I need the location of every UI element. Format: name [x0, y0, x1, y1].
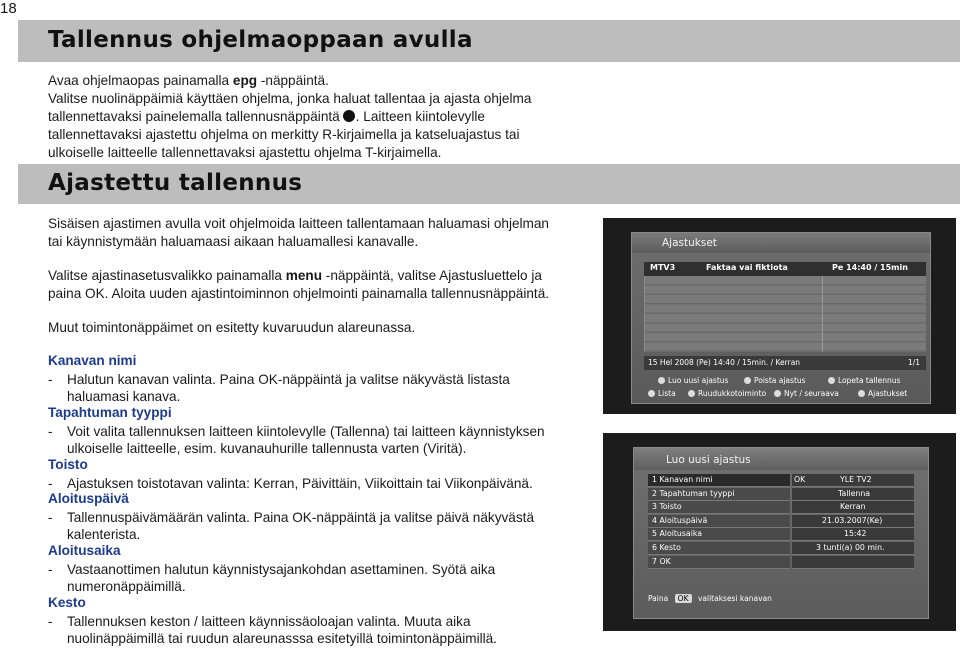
section-title: Tallennus ohjelmaoppaan avulla	[48, 27, 473, 53]
status-text: 15 Hel 2008 (Pe) 14:40 / 15min. / Kerran	[648, 358, 801, 367]
screenshot-timers-list	[603, 218, 956, 414]
item-heading-repeat: Toisto	[48, 457, 88, 472]
legend-item: Poista ajastus	[744, 376, 806, 385]
timer-settings-list	[648, 474, 914, 569]
legend-item: Lista	[648, 389, 676, 398]
section-title: Ajastettu tallennus	[48, 170, 303, 196]
setting-row: 4 Aloituspäivä 21.03.2007(Ke)	[648, 515, 914, 528]
timer-empty-rows	[644, 276, 926, 352]
stop-key-icon	[828, 377, 835, 384]
grid-key-icon	[688, 390, 695, 397]
setting-row: 2 Tapahtuman tyyppi Tallenna	[648, 488, 914, 501]
window-title: Luo uusi ajastus	[666, 454, 751, 466]
now-next-key-icon	[774, 390, 781, 397]
setting-row: 5 Aloitusaika 15:42	[648, 528, 914, 541]
setting-row: 7 OK	[648, 556, 914, 569]
page-indicator: 1/1	[907, 358, 920, 367]
screenshot-new-timer	[603, 433, 956, 631]
paragraph-line: tallennettavaksi painelemalla tallennusnäppäintä . Laitteen kiintolevylle	[48, 109, 485, 124]
channel-name: MTV3	[650, 263, 676, 272]
ok-key-icon: OK	[675, 594, 692, 603]
green-key-icon	[744, 377, 751, 384]
timer-entry	[644, 262, 926, 276]
legend-item: Luo uusi ajastus	[658, 376, 728, 385]
timers-key-icon	[858, 390, 865, 397]
paragraph-line: tallennettavaksi ajastettu ohjelma on merkitty R-kirjaimella ja katseluajastus tai	[48, 127, 520, 142]
paragraph-line: ulkoiselle laitteelle tallennettavaksi ajastettu ohjelma T-kirjaimella.	[48, 145, 442, 160]
paragraph-line: Avaa ohjelmaopas painamalla epg -näppäintä.	[48, 73, 329, 88]
paragraph-line: tai käynnistymään haluamaasi aikaan haluamallesi kanavalle.	[48, 234, 419, 249]
window-title: Ajastukset	[662, 237, 717, 249]
legend-item: Lopeta tallennus	[828, 376, 900, 385]
record-button-icon	[343, 110, 355, 122]
page-number: 18	[0, 0, 17, 17]
item-heading-start-time: Aloitusaika	[48, 543, 121, 558]
setting-row: 3 Toisto Kerran	[648, 501, 914, 514]
section-header-recording-from-guide	[18, 20, 960, 62]
timers-window	[631, 232, 931, 404]
paragraph-line: Muut toimintonäppäimet on esitetty kuvaruudun alareunassa.	[48, 320, 416, 335]
setting-row: 1 Kanavan nimi OK YLE TV2	[648, 474, 914, 487]
paragraph-line: paina OK. Aloita uuden ajastintoiminnon ohjelmointi painamalla tallennusnäppäintä.	[48, 286, 550, 301]
function-key-legend	[644, 374, 926, 402]
legend-item: Nyt / seuraava	[774, 389, 839, 398]
new-timer-window	[633, 447, 929, 619]
list-key-icon	[648, 390, 655, 397]
timer-time: Pe 14:40 / 15min	[832, 263, 908, 272]
item-heading-duration: Kesto	[48, 595, 86, 610]
status-bar	[644, 356, 926, 370]
paragraph-line: Valitse ajastinasetusvalikko painamalla menu -näppäintä, valitse Ajastusluettelo ja	[48, 268, 542, 283]
paragraph-line: Sisäisen ajastimen avulla voit ohjelmoida laitteen tallentamaan haluamasi ohjelman	[48, 216, 549, 231]
program-name: Faktaa vai fiktiota	[706, 263, 788, 272]
setting-row: 6 Kesto 3 tunti(a) 00 min.	[648, 542, 914, 555]
item-heading-channel-name: Kanavan nimi	[48, 353, 137, 368]
legend-item: Ruudukkotoiminto	[688, 389, 766, 398]
paragraph-line: Valitse nuolinäppäimiä käyttäen ohjelma, jonka haluat tallentaa ja ajasta ohjelma	[48, 91, 532, 106]
item-heading-start-date: Aloituspäivä	[48, 491, 129, 506]
section-header-scheduled-recording	[18, 164, 960, 204]
item-heading-event-type: Tapahtuman tyyppi	[48, 405, 172, 420]
help-footer: Paina OK valitaksesi kanavan	[648, 594, 772, 603]
legend-item: Ajastukset	[858, 389, 907, 398]
red-key-icon	[658, 377, 665, 384]
